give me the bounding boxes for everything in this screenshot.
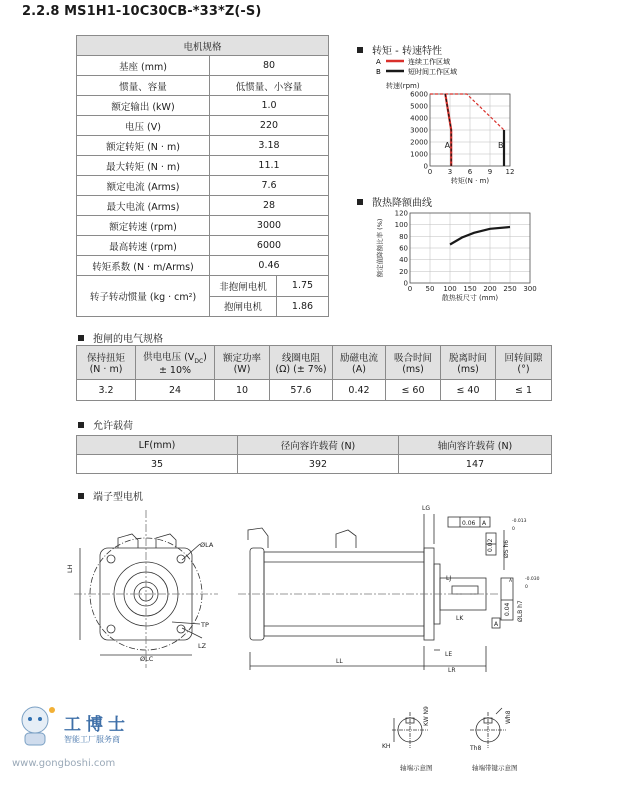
gdt-datum: A — [509, 579, 513, 584]
x-tick-label: 6 — [467, 168, 473, 176]
x-tick-label: 300 — [523, 285, 537, 293]
x-tick-label: 150 — [463, 285, 477, 293]
x-axis-label: 散热板尺寸 (mm) — [441, 294, 499, 302]
spec-value: 1.0 — [210, 96, 329, 116]
spec-value: 28 — [210, 196, 329, 216]
inertia-value: 1.86 — [277, 296, 329, 317]
brake-header: 回转间隙 (°) — [496, 346, 552, 380]
x-tick-label: 3 — [447, 168, 453, 176]
spec-value: 80 — [210, 56, 329, 76]
load-section-heading: 允许载荷 — [78, 417, 133, 432]
inertia-value: 1.75 — [277, 276, 329, 297]
dim-lj: LJ — [446, 575, 452, 582]
heat-derating-chart — [370, 205, 600, 305]
shaft-detail-views — [378, 700, 538, 780]
spec-value: 11.1 — [210, 156, 329, 176]
bullet-square-icon — [357, 47, 363, 53]
torque-chart-heading: 转矩 - 转速特性 — [357, 42, 442, 57]
spec-label: 最大转矩 (N · m) — [77, 156, 210, 176]
brake-value: ≤ 60 — [386, 380, 441, 401]
page-title: 2.2.8 MS1H1-10C30CB-*33*Z(-S) — [22, 4, 262, 19]
y-tick-label: 100 — [394, 221, 408, 230]
heat-plot-area — [375, 210, 537, 303]
x-axis-label: 转矩(N · m) — [450, 177, 490, 185]
series-line — [430, 94, 504, 130]
dim-lc: ØLC — [140, 655, 154, 663]
gdt-datum: A — [494, 621, 499, 628]
brake-value: 57.6 — [270, 380, 333, 401]
bullet-square-icon — [78, 335, 84, 341]
spec-table-header: 电机规格 — [77, 36, 329, 56]
load-value: 147 — [399, 455, 552, 474]
y-tick-label: 1000 — [410, 150, 428, 159]
bullet-square-icon — [357, 199, 363, 205]
brake-value: 0.42 — [333, 380, 386, 401]
brand-url: www.gongboshi.com — [12, 758, 116, 769]
y-tick-label: 20 — [399, 267, 408, 276]
legend-label-a: 连续工作区域 — [408, 58, 450, 66]
dim-kw: KW N9 — [423, 706, 430, 726]
y-tick-label: 0 — [423, 162, 428, 171]
region-label: A — [444, 141, 451, 150]
terminal-section-heading: 端子型电机 — [78, 488, 143, 503]
y-tick-label: 120 — [394, 209, 408, 218]
spec-label: 电压 (V) — [77, 116, 210, 136]
brake-header: 供电电压 $(V_{DC})$ ± 10% — [136, 346, 215, 380]
y-tick-label: 80 — [399, 232, 408, 241]
torque-plot-area — [386, 81, 514, 185]
y-axis-label: 额定值降额比率 (%) — [376, 218, 384, 278]
brake-section-heading: 抱闸的电气规格 — [78, 330, 163, 345]
dim-ll: LL — [336, 658, 343, 665]
inertia-label: 转子转动惯量 (kg · cm²) — [77, 276, 210, 317]
brake-header: 线圈电阻 (Ω) (± 7%) — [270, 346, 333, 380]
inertia-sub-label: 抱闸电机 — [210, 296, 277, 317]
brand-logo — [10, 700, 160, 778]
dim-lk: LK — [456, 615, 464, 622]
y-tick-label: 3000 — [410, 126, 428, 135]
bullet-square-icon — [78, 493, 84, 499]
brake-header: 励磁电流 (A) — [333, 346, 386, 380]
load-table — [76, 435, 552, 474]
robot-mascot-icon — [12, 702, 58, 748]
x-tick-label: 200 — [483, 285, 497, 293]
y-tick-label: 2000 — [410, 138, 428, 147]
x-tick-label: 0 — [427, 168, 433, 176]
spec-label: 惯量、容量 — [77, 76, 210, 96]
y-axis-label: 转速(rpm) — [386, 82, 420, 90]
x-tick-label: 100 — [443, 285, 457, 293]
gdt-datum: A — [482, 520, 487, 527]
dim-kh: KH — [382, 743, 391, 750]
spec-value: 7.6 — [210, 176, 329, 196]
brand-name: 工博士 — [64, 715, 130, 735]
dim-la: ØLA — [200, 541, 214, 549]
motor-spec-table — [76, 35, 329, 317]
legend-label-b: 短时间工作区域 — [408, 68, 457, 76]
dim-th: Th8 — [470, 745, 482, 752]
shaft-caption: 轴端示意图 — [400, 764, 433, 772]
dim-lh: LH — [66, 564, 74, 573]
x-tick-label: 9 — [487, 168, 493, 176]
motor-side-view — [238, 500, 540, 675]
brand-subtitle: 智能工厂服务商 — [64, 735, 120, 744]
motor-front-view — [60, 500, 230, 675]
dim-s-upper: 0 — [512, 527, 515, 532]
region-label: B — [498, 141, 504, 150]
y-tick-label: 5000 — [410, 102, 428, 111]
brake-header: 保持扭矩 (N · m) — [77, 346, 136, 380]
x-tick-label: 0 — [407, 285, 413, 293]
spec-value: 0.46 — [210, 256, 329, 276]
dim-lb: ØLB h7 — [517, 600, 524, 622]
torque-speed-chart — [370, 54, 600, 192]
dim-lb-lower: -0.030 — [525, 577, 540, 582]
dim-tp: TP — [201, 621, 209, 629]
dim-lb-upper: 0 — [525, 585, 528, 590]
spec-value: 3.18 — [210, 136, 329, 156]
load-header: 轴向容许载荷 (N) — [399, 436, 552, 455]
brake-header: 吸合时间 (ms) — [386, 346, 441, 380]
load-header: LF(mm) — [77, 436, 238, 455]
series-line — [450, 227, 510, 245]
gdt-tolerance: 0.02 — [487, 538, 494, 552]
y-tick-label: 6000 — [410, 90, 428, 99]
gdt-tolerance: 0.06 — [462, 520, 476, 527]
x-tick-label: 50 — [425, 285, 435, 293]
spec-label: 转矩系数 (N · m/Arms) — [77, 256, 210, 276]
spec-label: 基座 (mm) — [77, 56, 210, 76]
dim-le: LE — [445, 651, 453, 658]
dim-wh: Wh8 — [505, 710, 512, 724]
legend-key-b: B — [376, 68, 381, 76]
spec-value: 220 — [210, 116, 329, 136]
y-tick-label: 4000 — [410, 114, 428, 123]
brake-value: 10 — [215, 380, 270, 401]
gdt-tolerance: 0.04 — [504, 602, 511, 616]
spec-label: 最高转速 (rpm) — [77, 236, 210, 256]
brake-value: ≤ 40 — [441, 380, 496, 401]
brake-header: 额定功率 (W) — [215, 346, 270, 380]
x-tick-label: 12 — [505, 168, 515, 176]
torque-legend — [376, 57, 457, 76]
spec-value: 3000 — [210, 216, 329, 236]
load-value: 35 — [77, 455, 238, 474]
load-header: 径向容许载荷 (N) — [238, 436, 399, 455]
bullet-square-icon — [78, 422, 84, 428]
brake-value: ≤ 1 — [496, 380, 552, 401]
dim-s-lower: -0.013 — [512, 519, 527, 524]
spec-label: 额定输出 (kW) — [77, 96, 210, 116]
dim-lg: LG — [422, 505, 430, 512]
load-value: 392 — [238, 455, 399, 474]
dim-lz: LZ — [198, 642, 207, 650]
brake-value: 24 — [136, 380, 215, 401]
dim-lr: LR — [448, 667, 456, 674]
spec-value: 低惯量、小容量 — [210, 76, 329, 96]
spec-label: 额定电流 (Arms) — [77, 176, 210, 196]
shaft-key-caption: 轴端带键示意图 — [472, 764, 518, 772]
legend-key-a: A — [376, 58, 381, 66]
inertia-sub-label: 非抱闸电机 — [210, 276, 277, 297]
spec-value: 6000 — [210, 236, 329, 256]
x-tick-label: 250 — [503, 285, 517, 293]
brake-header: 脱离时间 (ms) — [441, 346, 496, 380]
brake-value: 3.2 — [77, 380, 136, 401]
y-tick-label: 40 — [399, 256, 408, 265]
dim-s: ØS h6 — [503, 539, 510, 558]
y-tick-label: 0 — [403, 279, 408, 288]
spec-label: 最大电流 (Arms) — [77, 196, 210, 216]
y-tick-label: 60 — [399, 244, 408, 253]
spec-label: 额定转速 (rpm) — [77, 216, 210, 236]
brake-spec-table — [76, 345, 552, 401]
heat-chart-heading: 散热降额曲线 — [357, 194, 432, 209]
spec-label: 额定转矩 (N · m) — [77, 136, 210, 156]
